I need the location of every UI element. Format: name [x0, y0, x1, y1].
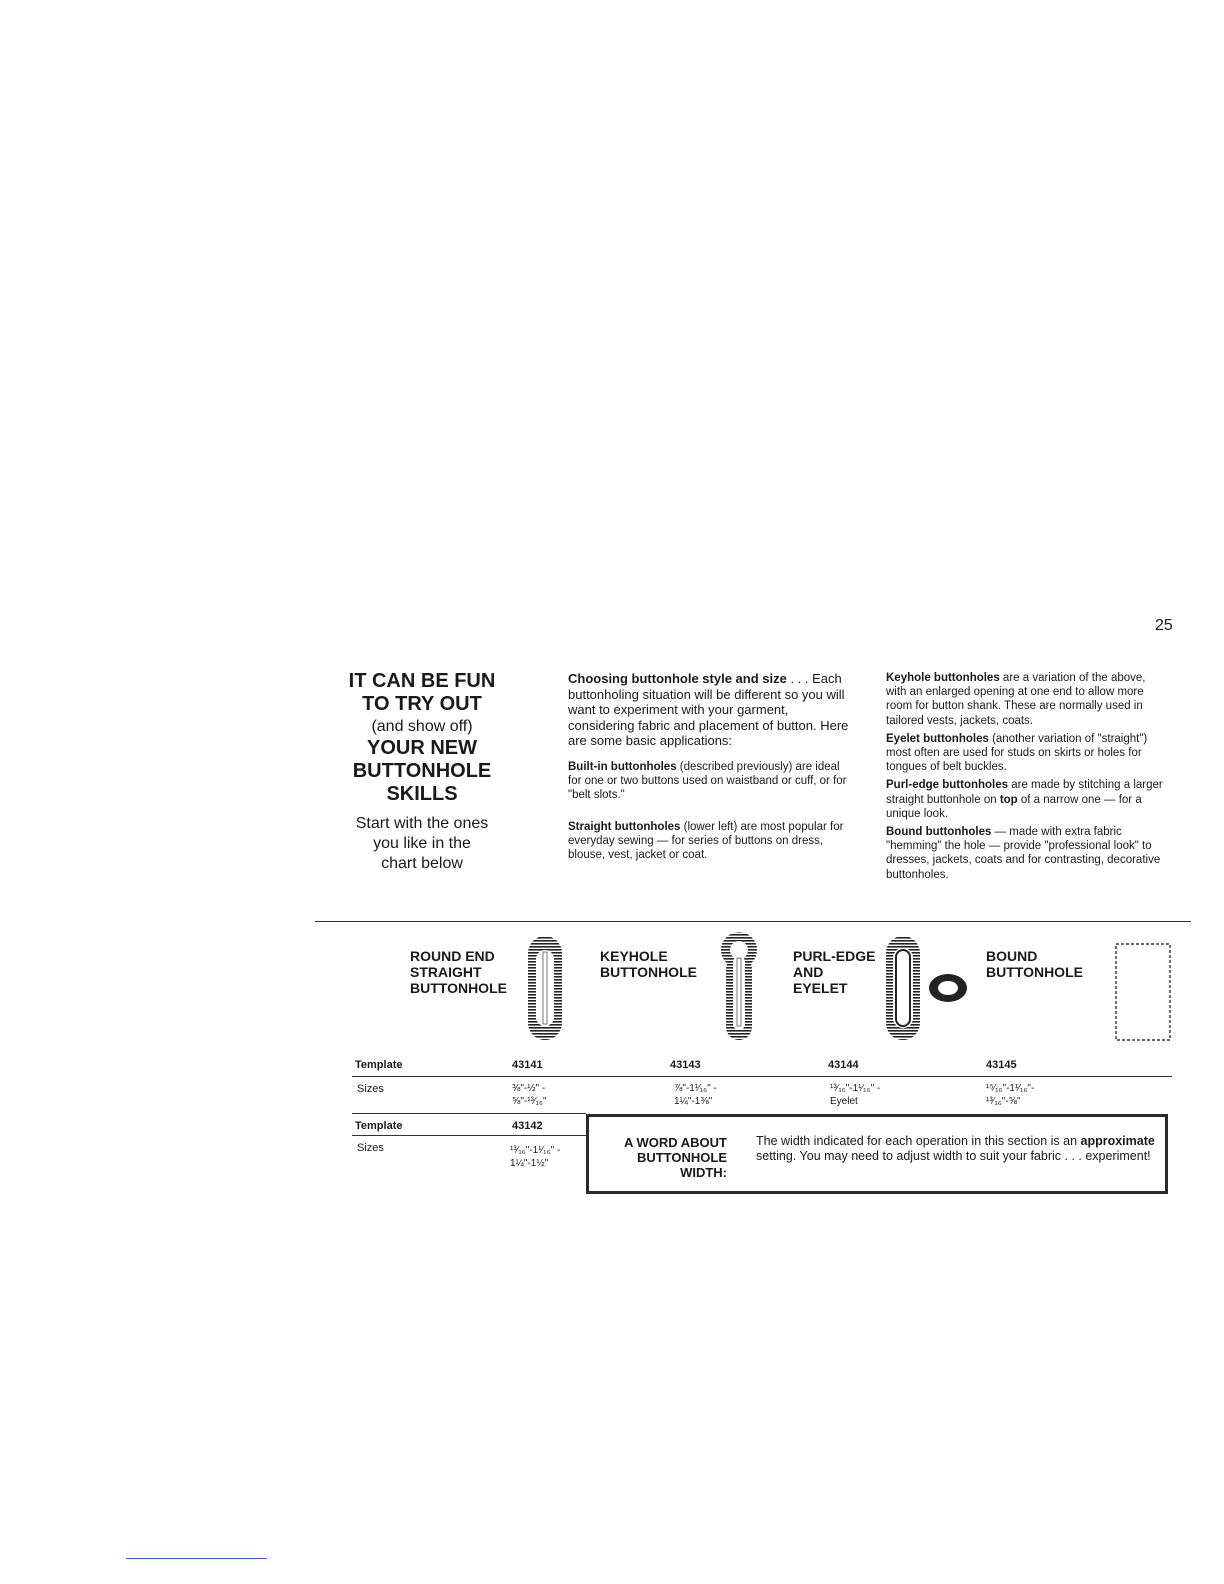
paragraph-choosing — [568, 671, 851, 749]
size-line: Eyelet — [830, 1096, 858, 1107]
paragraph-title: Built-in buttonholes — [568, 760, 677, 773]
paragraph-title: Keyhole buttonholes — [886, 672, 1000, 684]
paragraph-title: Choosing buttonhole style and size — [568, 671, 787, 686]
text-emphasis: approximate — [1080, 1134, 1155, 1148]
label-keyhole — [600, 948, 720, 980]
label-line: BUTTONHOLE — [410, 980, 507, 996]
size-line: ¹³⁄₁₆"-1¹⁄₁₆" - — [510, 1145, 561, 1156]
template-number: 43145 — [986, 1059, 1017, 1071]
table-rule — [352, 1113, 586, 1114]
paragraph-text: (lower left) are most popular for everyday sewing — for series of buttons on dress, blouse, vest, jacket or coat. — [568, 820, 844, 861]
title-line: WIDTH: — [680, 1165, 727, 1180]
headline-line-3: (and show off) — [371, 718, 473, 735]
label-line: AND — [793, 964, 824, 980]
size-line: ¹⁵⁄₁₆"-1¹⁄₁₆"- — [986, 1083, 1035, 1094]
text-part: setting. You may need to adjust width to suit your fabric . . . experiment! — [756, 1149, 1151, 1163]
size-line: ¹³⁄₁₆"-⅝" — [986, 1096, 1021, 1107]
paragraph-title: Eyelet buttonholes — [886, 732, 989, 745]
round-end-buttonhole-illustration — [520, 928, 570, 1048]
size-line: 1¼"-1⅜" — [674, 1096, 713, 1107]
label-bound — [986, 948, 1106, 980]
paragraph-text: Each buttonholing situation will be different so you will want to experiment with your garment, considering fabric and placement of button. Here are some basic applications: — [568, 671, 849, 748]
keyhole-buttonhole-illustration — [713, 928, 765, 1048]
label-line: STRAIGHT — [410, 964, 482, 980]
size-line: ⅞"-1¹⁄₁₆" - — [674, 1083, 717, 1094]
headline-line-4: YOUR NEW — [367, 737, 477, 759]
paragraph-eyelet — [886, 732, 1168, 775]
label-line: BOUND — [986, 948, 1038, 964]
word-about-title — [603, 1135, 727, 1180]
text-column-2 — [568, 671, 851, 873]
label-line: ROUND END — [410, 948, 495, 964]
paragraph-emphasis: top — [999, 793, 1018, 806]
paragraph-bound — [886, 825, 1168, 882]
paragraph-text: (described previously) are ideal for one or two buttons used on waistband or cuff, or for "belt slots." — [568, 760, 847, 801]
headline-block — [322, 670, 522, 874]
purl-edge-eyelet-illustration — [880, 928, 980, 1048]
text-part: The width indicated for each operation in this section is an — [756, 1134, 1081, 1148]
label-purl-edge — [793, 948, 893, 996]
bound-buttonhole-illustration — [1110, 940, 1176, 1044]
label-line: KEYHOLE — [600, 948, 668, 964]
label-line: BUTTONHOLE — [600, 964, 697, 980]
template-number: 43142 — [512, 1120, 543, 1132]
paragraph-text: of a narrow one — for a unique look. — [886, 793, 1142, 820]
paragraph-title: Straight buttonholes — [568, 820, 681, 833]
lead-line-2: you like in the — [373, 835, 471, 852]
headline-line-6: SKILLS — [386, 783, 458, 805]
label-line: BUTTONHOLE — [986, 964, 1083, 980]
size-cell — [512, 1082, 547, 1108]
size-line: ¹³⁄₁₆"-1¹⁄₁₆" - — [830, 1083, 881, 1094]
section-divider — [315, 921, 1191, 922]
size-line: 1¼"-1½" — [510, 1158, 549, 1169]
footer-rule — [126, 1558, 267, 1559]
size-cell — [986, 1082, 1034, 1108]
paragraph-keyhole — [886, 671, 1168, 728]
label-line: EYELET — [793, 980, 848, 996]
size-line: ⅜"-½" - — [512, 1083, 546, 1094]
size-cell — [510, 1144, 560, 1170]
sizes-label: Sizes — [357, 1142, 384, 1154]
ellipsis: . . . — [786, 671, 809, 686]
title-line: A WORD ABOUT — [623, 1135, 727, 1150]
table-rule — [352, 1135, 586, 1136]
title-line: BUTTONHOLE — [636, 1150, 727, 1165]
headline-line-2: TO TRY OUT — [362, 693, 482, 715]
label-round-end — [410, 948, 520, 996]
paragraph-straight — [568, 820, 851, 862]
headline-line-1: IT CAN BE FUN — [348, 670, 496, 692]
paragraph-title: Purl-edge buttonholes — [886, 779, 1009, 792]
label-line: PURL-EDGE — [793, 948, 876, 964]
word-about-text — [756, 1134, 1156, 1164]
template-number: 43143 — [670, 1059, 701, 1071]
paragraph-purl-edge — [886, 778, 1168, 821]
template-number: 43144 — [828, 1059, 859, 1071]
text-column-3 — [886, 671, 1168, 886]
lead-line-1: Start with the ones — [355, 815, 489, 832]
paragraph-built-in — [568, 760, 851, 802]
size-line: ⅝"-¹³⁄₁₆" — [512, 1096, 547, 1107]
template-label: Template — [355, 1120, 403, 1132]
lead-line-3: chart below — [381, 855, 463, 872]
paragraph-text: are made by stitching a larger straight buttonhole on — [886, 779, 1163, 806]
template-number: 43141 — [512, 1059, 543, 1071]
paragraph-text: are a variation of the above, with an enlarged opening at one end to allow more room for button shank. These are normally used in tailored vests, jackets, coats. — [886, 672, 1146, 727]
page-number: 25 — [1155, 617, 1173, 634]
size-cell — [830, 1082, 880, 1108]
paragraph-title: Bound buttonholes — [886, 826, 992, 839]
table-rule — [352, 1076, 1172, 1077]
paragraph-text: — made with extra fabric "hemming" the hole — provide "professional look" to dresses, jackets, coats and for contrasting, decorative buttonholes. — [886, 826, 1161, 881]
sizes-label: Sizes — [357, 1083, 384, 1095]
size-cell — [674, 1082, 717, 1108]
paragraph-text: (another variation of "straight") most often are used for studs on skirts or holes for tongues of belt buckles. — [886, 732, 1148, 774]
word-about-width-box — [586, 1114, 1168, 1194]
template-label: Template — [355, 1059, 403, 1071]
headline-line-5: BUTTONHOLE — [352, 760, 492, 782]
